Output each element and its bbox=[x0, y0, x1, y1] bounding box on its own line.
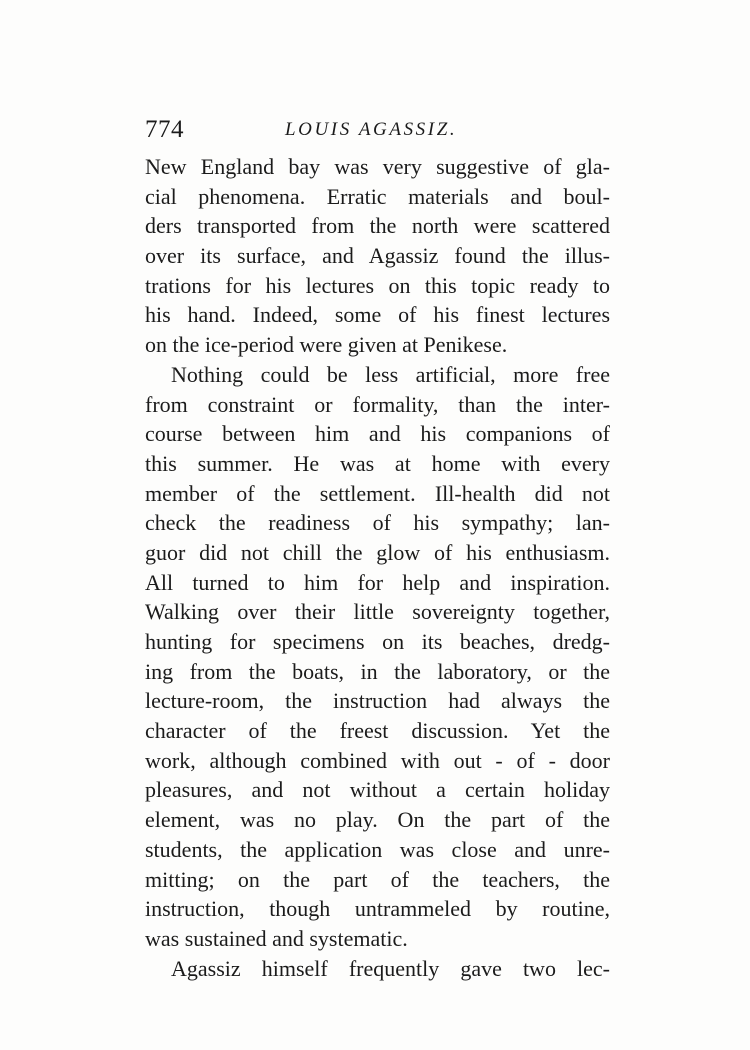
text-line: check the readiness of his sympathy; lan- bbox=[145, 510, 610, 536]
text-line: course between him and his companions of bbox=[145, 421, 610, 447]
body-text bbox=[145, 152, 610, 983]
text-line: member of the settlement. Ill-health did not bbox=[145, 480, 610, 506]
text-line: cial phenomena. Erratic materials and boul- bbox=[145, 183, 610, 209]
running-head bbox=[145, 113, 610, 147]
text-line: lecture-room, the instruction had always the bbox=[145, 688, 610, 714]
text-line: All turned to him for help and inspiration. bbox=[145, 569, 610, 595]
text-line: trations for his lectures on this topic ready to bbox=[145, 272, 610, 298]
paragraph-start-line: Nothing could be less artificial, more free bbox=[171, 361, 610, 387]
text-line: work, although combined with out - of - door bbox=[145, 747, 610, 773]
text-line: this summer. He was at home with every bbox=[145, 450, 610, 476]
text-line: his hand. Indeed, some of his finest lectures bbox=[145, 302, 610, 328]
text-line: was sustained and systematic. bbox=[145, 925, 408, 951]
running-title: LOUIS AGASSIZ. bbox=[285, 119, 458, 140]
page-number: 774 bbox=[145, 116, 184, 143]
text-line: element, was no play. On the part of the bbox=[145, 807, 610, 833]
text-line: New England bay was very suggestive of gla- bbox=[145, 154, 610, 179]
text-line: Walking over their little sovereignty together, bbox=[145, 599, 610, 625]
text-line: guor did not chill the glow of his enthusiasm. bbox=[145, 539, 610, 565]
paragraph-start-line: Agassiz himself frequently gave two lec- bbox=[171, 955, 610, 981]
text-line: hunting for specimens on its beaches, dredg- bbox=[145, 629, 610, 654]
text-line: character of the freest discussion. Yet the bbox=[145, 718, 610, 744]
text-line: on the ice-period were given at Penikese. bbox=[145, 332, 508, 358]
text-line: ing from the boats, in the laboratory, or the bbox=[145, 658, 610, 684]
text-line: students, the application was close and unre- bbox=[145, 836, 610, 862]
text-line: over its surface, and Agassiz found the illus- bbox=[145, 243, 610, 269]
text-line: pleasures, and not without a certain holiday bbox=[145, 777, 610, 803]
text-line: from constraint or formality, than the inter- bbox=[145, 391, 610, 417]
text-line: ders transported from the north were scattered bbox=[145, 213, 610, 239]
text-line: instruction, though untrammeled by routine, bbox=[145, 896, 610, 922]
text-line: mitting; on the part of the teachers, the bbox=[145, 866, 610, 892]
